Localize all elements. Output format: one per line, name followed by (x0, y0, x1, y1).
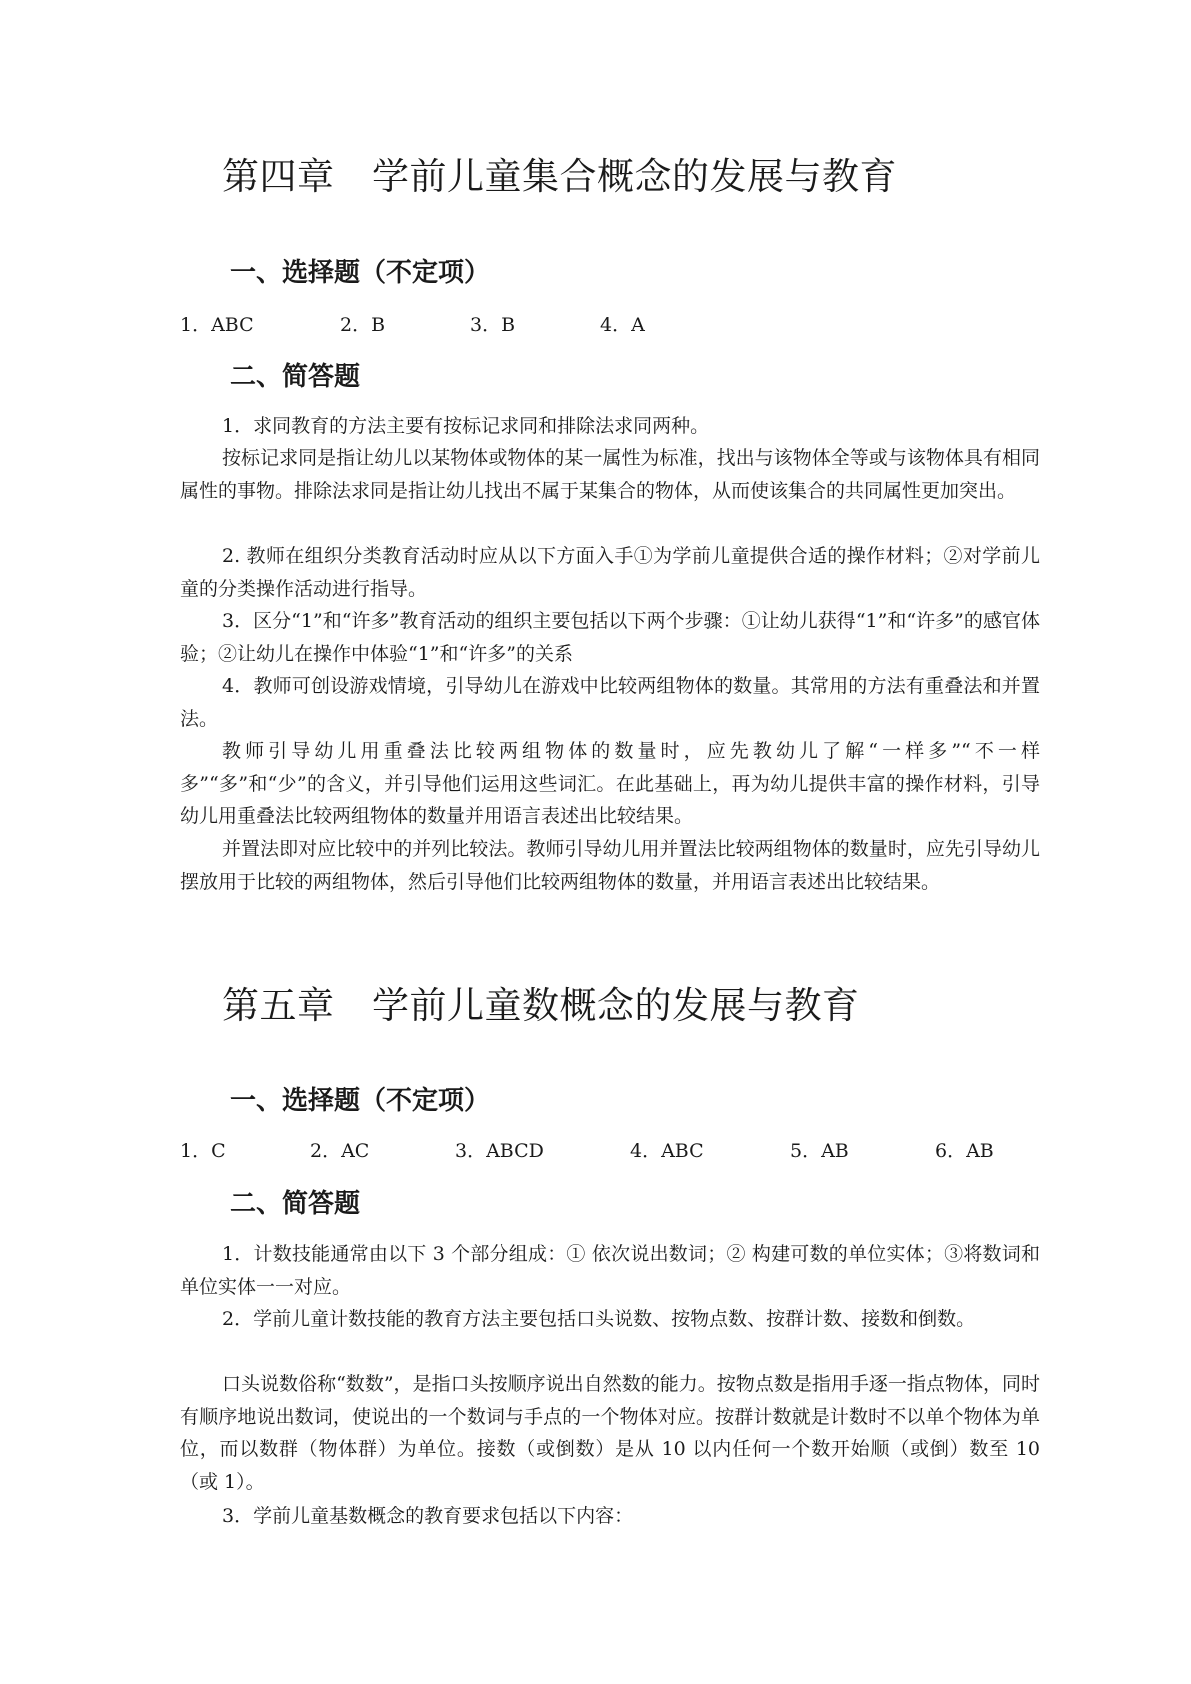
answer-item: 4．A (600, 314, 645, 336)
chapter-title: 第四章 学前儿童集合概念的发展与教育 (222, 155, 897, 198)
answer-item: 2．AC (310, 1140, 370, 1162)
answer-item: 4．ABC (630, 1140, 704, 1162)
answer-paragraph: 教师引导幼儿用重叠法比较两组物体的数量时，应先教幼儿了解“一样多”“不一样多”“多”和“少”的含义，并引导他们运用这些词汇。在此基础上，再为幼儿提供丰富的操作材料，引导幼儿用重叠法比较两组物体的数量并用语言表述出比较结果。 (180, 740, 1040, 828)
answer-paragraph: 口头说数俗称“数数”，是指口头按顺序说出自然数的能力。按物点数是指用手逐一指点物体，同时有顺序地说出数词，使说出的一个数词与手点的一个物体对应。按群计数就是计数时不以单个物体为单位，而以数群（物体群）为单位。接数（或倒数）是从 10 以内任何一个数开始顺（或倒）数至 10（或 1）。 (180, 1373, 1040, 1493)
answer-paragraph: 2. 教师在组织分类教育活动时应从以下方面入手①为学前儿童提供合适的操作材料；②对学前儿童的分类操作活动进行指导。 (180, 545, 1040, 600)
answer-paragraph: 3．学前儿童基数概念的教育要求包括以下内容： (222, 1505, 634, 1527)
answer-item: 1．C (180, 1140, 226, 1162)
choice-section-heading: 一、选择题（不定项） (230, 1086, 491, 1116)
short-answer-section-heading: 二、简答题 (230, 362, 361, 392)
answer-paragraph: 1．计数技能通常由以下 3 个部分组成：① 依次说出数词；② 构建可数的单位实体；③将数词和单位实体一一对应。 (180, 1243, 1040, 1298)
choice-answers (180, 1136, 1080, 1162)
choice-answers (180, 310, 1080, 336)
answer-paragraph: 1．求同教育的方法主要有按标记求同和排除法求同两种。 (222, 415, 710, 437)
answer-paragraph: 4．教师可创设游戏情境，引导幼儿在游戏中比较两组物体的数量。其常用的方法有重叠法和并置法。 (180, 675, 1040, 730)
answer-item: 2．B (340, 314, 386, 336)
answer-paragraph: 3．区分“1”和“许多”教育活动的组织主要包括以下两个步骤：①让幼儿获得“1”和“许多”的感官体验；②让幼儿在操作中体验“1”和“许多”的关系 (180, 610, 1040, 665)
answer-paragraph: 按标记求同是指让幼儿以某物体或物体的某一属性为标准，找出与该物体全等或与该物体具有相同属性的事物。排除法求同是指让幼儿找出不属于某集合的物体，从而使该集合的共同属性更加突出。 (180, 447, 1040, 502)
answer-paragraph: 并置法即对应比较中的并列比较法。教师引导幼儿用并置法比较两组物体的数量时，应先引导幼儿摆放用于比较的两组物体，然后引导他们比较两组物体的数量，并用语言表述出比较结果。 (180, 838, 1040, 893)
chapter-title: 第五章 学前儿童数概念的发展与教育 (222, 984, 860, 1027)
answer-paragraph: 2．学前儿童计数技能的教育方法主要包括口头说数、按物点数、按群计数、接数和倒数。 (222, 1308, 976, 1330)
short-answer-section-heading: 二、简答题 (230, 1189, 361, 1219)
answer-item: 1．ABC (180, 314, 254, 336)
answer-item: 3．ABCD (455, 1140, 544, 1162)
answer-item: 6．AB (935, 1140, 994, 1162)
choice-section-heading: 一、选择题（不定项） (230, 258, 491, 288)
answer-item: 5．AB (790, 1140, 849, 1162)
answer-item: 3．B (470, 314, 516, 336)
